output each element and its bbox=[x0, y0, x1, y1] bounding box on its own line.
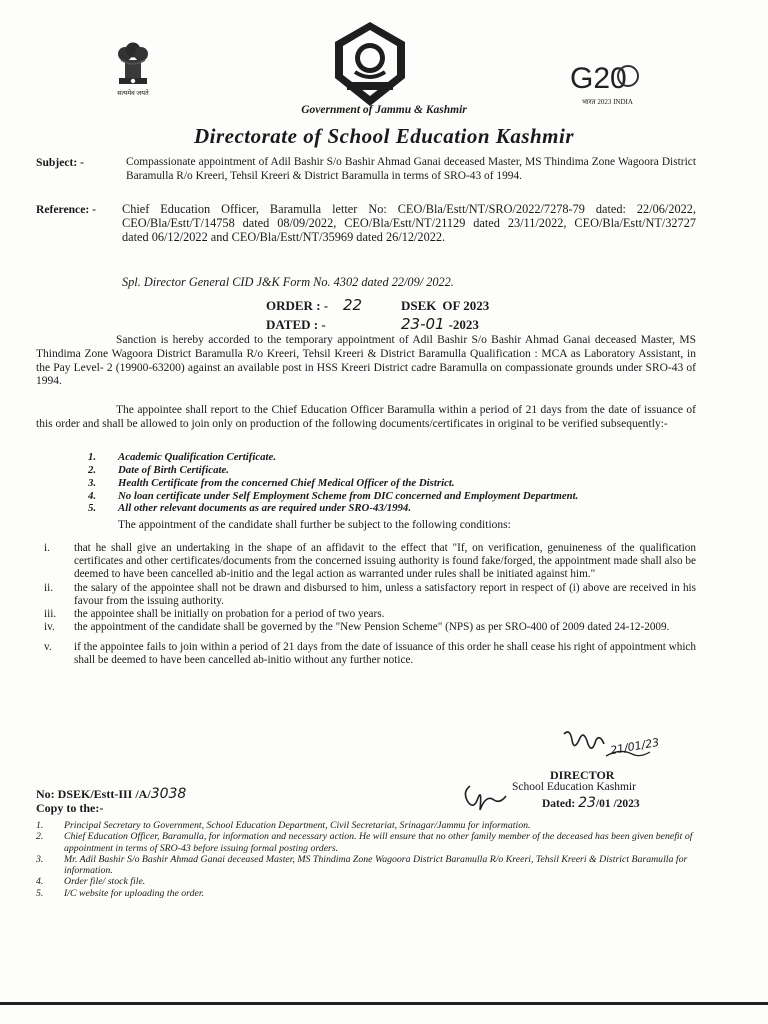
conditions-list bbox=[44, 532, 696, 667]
dispatch-number-label: No: DSEK/Estt-III /A/ bbox=[36, 787, 151, 801]
list-number: ii. bbox=[44, 581, 54, 594]
list-number: 4. bbox=[88, 489, 97, 502]
signature-dated-label: Dated: bbox=[542, 797, 576, 810]
list-text: that he shall give an undertaking in the shape of an affidavit to the effect that "If, on verification, genuineness of the qualification certificates and other certificates/documents from the concerned issuing authority is found fake/forged, the appointment made shall also be deemed to have been cancelled ab-initio and the legal action as warranted under rules shall be initiated against him." bbox=[74, 542, 696, 581]
conditions-intro: The appointment of the candidate shall further be subject to the following conditions: bbox=[118, 519, 511, 531]
list-item bbox=[88, 477, 688, 490]
list-number: i. bbox=[44, 542, 50, 554]
government-title: Government of Jammu & Kashmir bbox=[301, 104, 467, 116]
government-seal-icon bbox=[331, 20, 409, 106]
dated-year: -2023 bbox=[448, 317, 479, 332]
list-number: 1. bbox=[36, 820, 44, 831]
list-item bbox=[44, 641, 696, 667]
list-number: 5. bbox=[36, 887, 44, 899]
list-number: 1. bbox=[88, 451, 97, 463]
list-item bbox=[36, 888, 696, 899]
list-text: Principal Secretary to Government, School Education Department, Civil Secretariat, Srinagar/Jammu for information. bbox=[64, 820, 531, 831]
director-signature bbox=[560, 726, 670, 770]
list-item bbox=[88, 490, 688, 503]
list-number: 3. bbox=[36, 853, 44, 865]
list-text: the salary of the appointee shall not be drawn and disbursed to him, unless a satisfactory report in respect of (i) above are received in his favour from the issuing authority. bbox=[74, 581, 696, 607]
list-item bbox=[44, 542, 696, 582]
office-name: School Education Kashmir bbox=[512, 781, 636, 793]
list-item bbox=[44, 608, 696, 621]
reference-text: Chief Education Officer, Baramulla letter No: CEO/Bla/Estt/NT/SRO/2022/7278-79 dated: 22/06/2022, CEO/Bla/Estt/T/14758 dated 08/09/2022, CEO/Bla/Estt/NT/21129 dated 23/11/2022, CEO/Bla/Estt/NT/32727 dated 06/12/2022 and CEO/Bla/Estt/NT/35969 dated 26/12/2022. bbox=[122, 202, 696, 244]
list-number: v. bbox=[44, 640, 52, 653]
list-text: Health Certificate from the concerned Chief Medical Officer of the District. bbox=[118, 476, 455, 489]
list-number: 3. bbox=[88, 476, 97, 489]
dated-handwritten: 23-01 bbox=[401, 315, 445, 333]
director-title: DIRECTOR bbox=[550, 768, 615, 782]
order-label: ORDER : - bbox=[266, 298, 329, 313]
reference-label: Reference: - bbox=[36, 203, 96, 216]
list-text: the appointment of the candidate shall be governed by the "New Pension Scheme" (NPS) as per SRO-400 of 2009 dated 24-12-2009. bbox=[74, 621, 670, 634]
list-text: Order file/ stock file. bbox=[64, 876, 146, 888]
list-item bbox=[88, 464, 688, 477]
list-item bbox=[36, 820, 696, 831]
g20-caption: भारत 2023 INDIA bbox=[582, 98, 633, 106]
emblem-caption: सत्यमेव जयते bbox=[117, 90, 149, 97]
sanction-paragraph: Sanction is hereby accorded to the temporary appointment of Adil Bashir S/o Bashir Ahmad Ganai deceased Master, MS Thindima Zone Wagoora District Baramulla R/o Kreeri, Tehsil Kreeri & District Baramulla Qualification : MCA as Laboratory Assistant, in the Pay Level- 2 (19900-63200) against an available post in HSS Kreeri District cadre Baramulla on compassionate grounds under SRO-43 of 1994. bbox=[36, 334, 696, 388]
order-number-block bbox=[266, 296, 586, 334]
copy-list bbox=[36, 820, 696, 899]
signature-dated-rest: /01 /2023 bbox=[595, 797, 640, 810]
list-item bbox=[88, 502, 688, 515]
list-text: Mr. Adil Bashir S/o Bashir Ahmad Ganai deceased Master, MS Thindima Zone Wagoora District Baramulla R/o Kreeri, Tehsil Kreeri & District Baramulla for information. bbox=[64, 853, 688, 877]
signature-date: 21/01/23 bbox=[609, 735, 661, 758]
list-item bbox=[44, 582, 696, 608]
copy-to-label: Copy to the:- bbox=[36, 801, 104, 815]
list-text: Chief Education Officer, Baramulla, for information and necessary action. He will ensure that no other family member of the deceased has been given benefit of appointment in terms of SRO-43 before issuing formal posting orders. bbox=[64, 831, 693, 854]
list-item bbox=[36, 876, 696, 887]
order-year: OF 2023 bbox=[442, 298, 490, 313]
list-text: Academic Qualification Certificate. bbox=[118, 451, 277, 463]
reference-extra: Spl. Director General CID J&K Form No. 4302 dated 22/09/ 2022. bbox=[122, 275, 454, 289]
list-item bbox=[88, 451, 688, 464]
list-text: if the appointee fails to join within a period of 21 days from the date of issuance of this order he shall cease his right of appointment which shall be deemed to have been cancelled ab-initio without any further notice. bbox=[74, 640, 696, 666]
list-item bbox=[36, 854, 696, 877]
list-number: iii. bbox=[44, 608, 57, 621]
dispatch-number-handwritten: 3038 bbox=[150, 786, 187, 802]
signature-block bbox=[512, 781, 682, 812]
list-text: the appointee shall be initially on probation for a period of two years. bbox=[74, 608, 385, 621]
documents-list bbox=[88, 451, 688, 515]
list-number: 4. bbox=[36, 876, 44, 888]
g20-logo-text: G20 bbox=[570, 62, 627, 95]
subject-label: Subject: - bbox=[36, 156, 84, 169]
subject-text: Compassionate appointment of Adil Bashir S/o Bashir Ahmad Ganai deceased Master, MS Thindima Zone Wagoora District Baramulla R/o Kreeri, Tehsil Kreeri & District Baramulla in terms of SRO-43 of 1994. bbox=[126, 156, 696, 182]
list-number: iv. bbox=[44, 621, 55, 634]
initial-mark bbox=[460, 780, 510, 816]
list-text: All other relevant documents as are required under SRO-43/1994. bbox=[118, 502, 412, 515]
list-text: I/C website for uploading the order. bbox=[64, 887, 205, 899]
list-number: 2. bbox=[88, 463, 97, 476]
directorate-title: Directorate of School Education Kashmir bbox=[193, 124, 575, 148]
order-number: 22 bbox=[343, 296, 363, 314]
list-text: Date of Birth Certificate. bbox=[118, 463, 229, 476]
bottom-divider bbox=[0, 1002, 768, 1005]
order-suffix: DSEK bbox=[401, 298, 437, 313]
report-paragraph: The appointee shall report to the Chief Education Officer Baramulla within a period of 21 days from the date of issuance of this order and shall be allowed to join only on production of the following documents/certificates in original to be verified subsequently:- bbox=[36, 404, 696, 430]
signature-dated-handwritten: 23 bbox=[578, 794, 596, 811]
list-item bbox=[36, 831, 696, 854]
dated-label: DATED : - bbox=[266, 317, 326, 332]
list-number: 5. bbox=[88, 502, 97, 515]
list-number: 2. bbox=[36, 831, 44, 843]
list-item bbox=[44, 621, 696, 634]
national-emblem-icon bbox=[113, 38, 153, 100]
list-text: No loan certificate under Self Employment Scheme from DIC concerned and Employment Department. bbox=[118, 489, 579, 502]
